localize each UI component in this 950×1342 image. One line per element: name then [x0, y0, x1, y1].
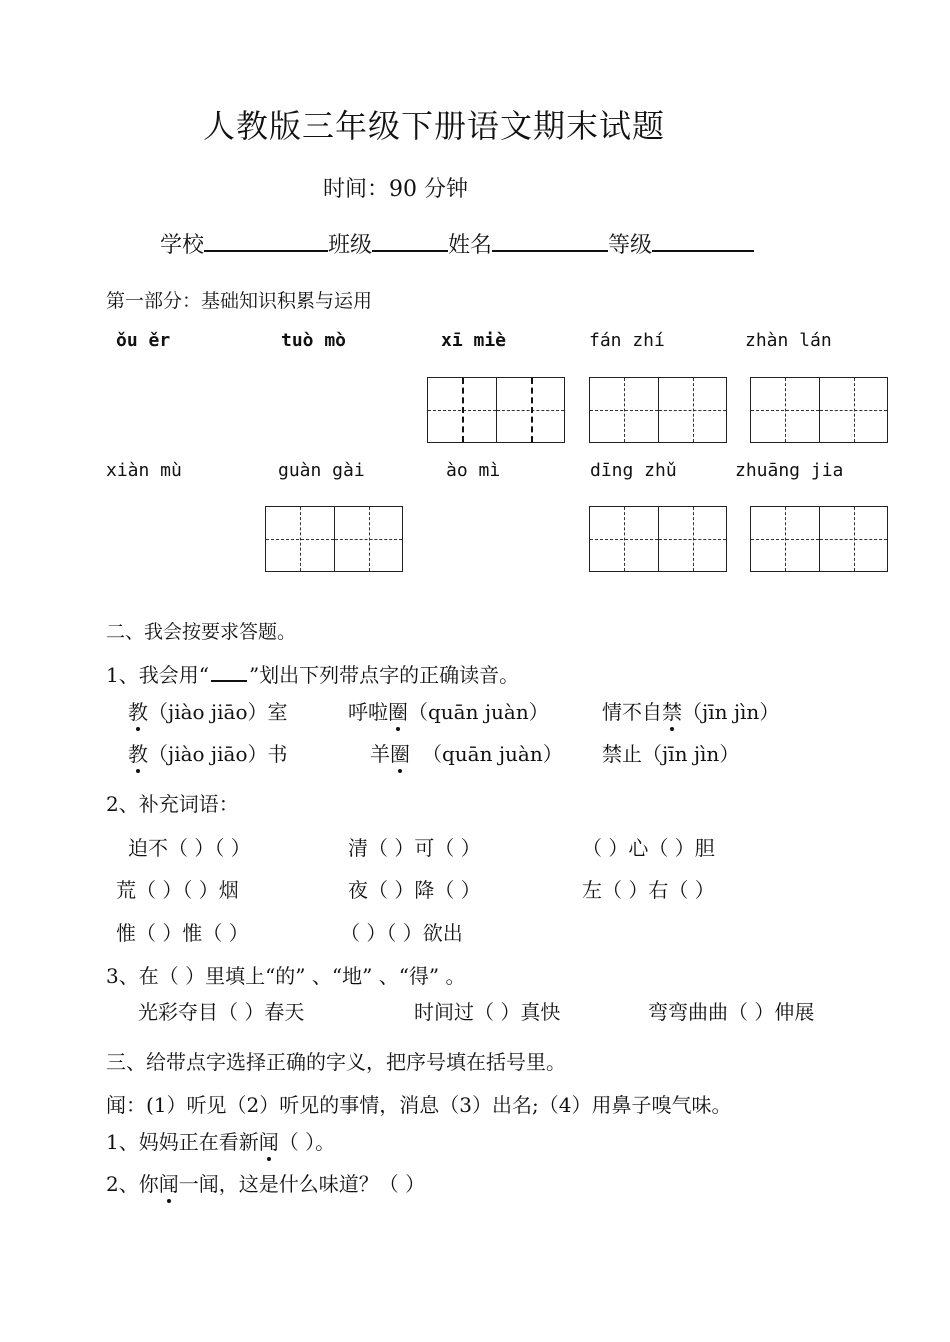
part3-definitions: 闻：(1）听见（2）听见的事情，消息（3）出名;（4）用鼻子嗅气味。 — [106, 1093, 732, 1117]
q3-item[interactable]: 弯弯曲曲（ ）伸展 — [648, 1000, 815, 1024]
student-info-row — [160, 228, 754, 259]
grid-cell[interactable] — [334, 507, 403, 571]
q1-row-2c[interactable] — [602, 738, 739, 767]
writing-grid-3[interactable] — [427, 377, 565, 443]
sentence-text: 1、妈妈正在看新 — [106, 1130, 259, 1154]
pinyin-options: （quān juàn） — [408, 700, 549, 724]
pinyin-6: xiàn mù — [106, 460, 182, 481]
q3-item[interactable]: 时间过（ ）真快 — [414, 1000, 561, 1024]
class-field[interactable] — [372, 228, 448, 252]
dotted-char: 教 — [128, 738, 148, 767]
pinyin-options: （jīn jìn） — [642, 742, 740, 766]
pinyin-options: （jiào jiāo）书 — [148, 742, 288, 766]
q2-item[interactable]: 夜（ ）降（ ） — [348, 878, 481, 902]
dotted-char: 圈 — [390, 738, 410, 767]
pinyin-8: ào mì — [446, 460, 501, 481]
q1-row-2b[interactable] — [370, 738, 563, 767]
grid-cell[interactable] — [819, 378, 888, 442]
writing-grid-10[interactable] — [750, 506, 888, 572]
class-label: 班级 — [328, 233, 373, 258]
q2-item[interactable]: 清（ ）可（ ） — [348, 836, 481, 860]
pinyin-4: fán zhí — [589, 330, 665, 351]
pinyin-3: xī miè — [441, 330, 507, 351]
pinyin-9: dīng zhǔ — [590, 460, 677, 481]
q2-item[interactable]: （ ）（ ）欲出 — [340, 921, 463, 945]
name-field[interactable] — [492, 228, 608, 252]
grade-label: 等级 — [608, 233, 653, 258]
q2-item[interactable]: 左（ ）右（ ） — [582, 878, 715, 902]
part3-heading: 三、给带点字选择正确的字义，把序号填在括号里。 — [106, 1050, 566, 1074]
pinyin-options: （jīn jìn） — [682, 700, 780, 724]
pinyin-1: ǒu ěr — [116, 330, 171, 351]
word-prefix: 情不自 — [602, 700, 662, 724]
pinyin-options: （jiào jiāo）室 — [148, 700, 288, 724]
q2-item[interactable]: 惟（ ）惟（ ） — [116, 921, 249, 945]
pinyin-7: guàn gài — [278, 460, 365, 481]
answer-blank[interactable]: 一闻，这是什么味道？（ ） — [178, 1172, 426, 1196]
pinyin-5: zhàn lán — [745, 330, 832, 351]
grid-cell[interactable] — [750, 378, 819, 442]
writing-grid-9[interactable] — [589, 506, 727, 572]
grid-cell[interactable] — [750, 507, 819, 571]
grid-cell[interactable] — [589, 507, 658, 571]
exam-time: 时间：90 分钟 — [323, 177, 468, 202]
answer-blank[interactable]: （ ）。 — [278, 1130, 336, 1154]
school-label: 学校 — [160, 233, 205, 258]
q1-row-1b[interactable] — [348, 696, 549, 725]
grid-cell[interactable] — [658, 507, 727, 571]
grid-cell[interactable] — [496, 378, 565, 442]
writing-grid-7[interactable] — [265, 506, 403, 572]
grade-field[interactable] — [652, 228, 754, 252]
writing-grid-5[interactable] — [750, 377, 888, 443]
sentence-text: 2、你 — [106, 1172, 159, 1196]
school-field[interactable] — [204, 228, 328, 252]
grid-cell[interactable] — [589, 378, 658, 442]
grid-cell[interactable] — [265, 507, 334, 571]
pinyin-2: tuò mò — [281, 330, 347, 351]
pinyin-10: zhuāng jia — [735, 460, 844, 481]
name-label: 姓名 — [448, 233, 493, 258]
word: 禁止 — [602, 742, 642, 766]
dotted-char: 闻 — [259, 1126, 279, 1155]
q1-row-2[interactable] — [128, 738, 287, 767]
q1-row-1 — [128, 696, 287, 725]
word-prefix: 呼啦 — [348, 700, 388, 724]
writing-grid-4[interactable] — [589, 377, 727, 443]
q2-heading: 2、补充词语： — [106, 792, 239, 816]
part3-q1[interactable] — [106, 1126, 335, 1155]
grid-cell[interactable] — [427, 378, 496, 442]
q1-instruction — [106, 659, 519, 688]
underline-sample — [211, 662, 247, 682]
dotted-char: 禁 — [662, 696, 682, 725]
part3-q2[interactable] — [106, 1168, 425, 1197]
grid-cell[interactable] — [658, 378, 727, 442]
dotted-char: 教 — [128, 696, 148, 725]
q1-item[interactable] — [128, 700, 287, 724]
q3-heading: 3、在（ ）里填上“的” 、“地” 、“得” 。 — [106, 964, 466, 988]
q1-row-1c[interactable] — [602, 696, 779, 725]
q2-item[interactable]: 荒（ ）（ ）烟 — [116, 878, 239, 902]
q1-post: ”划出下列带点字的正确读音。 — [248, 663, 520, 687]
part1-heading: 第一部分：基础知识积累与运用 — [106, 290, 373, 312]
dotted-char: 闻 — [159, 1168, 179, 1197]
pinyin-options: （quān juàn） — [422, 742, 563, 766]
word-prefix: 羊 — [370, 742, 390, 766]
q2-item[interactable]: （ ）心（ ）胆 — [582, 836, 715, 860]
q1-pre: 1、我会用“ — [106, 663, 209, 687]
grid-cell[interactable] — [819, 507, 888, 571]
dotted-char: 圈 — [388, 696, 408, 725]
q3-item[interactable]: 光彩夺目（ ）春天 — [138, 1000, 305, 1024]
q2-item[interactable]: 迫不（ ）（ ） — [128, 836, 251, 860]
part2-heading: 二、我会按要求答题。 — [106, 621, 297, 643]
page-title: 人教版三年级下册语文期末试题 — [203, 107, 666, 145]
